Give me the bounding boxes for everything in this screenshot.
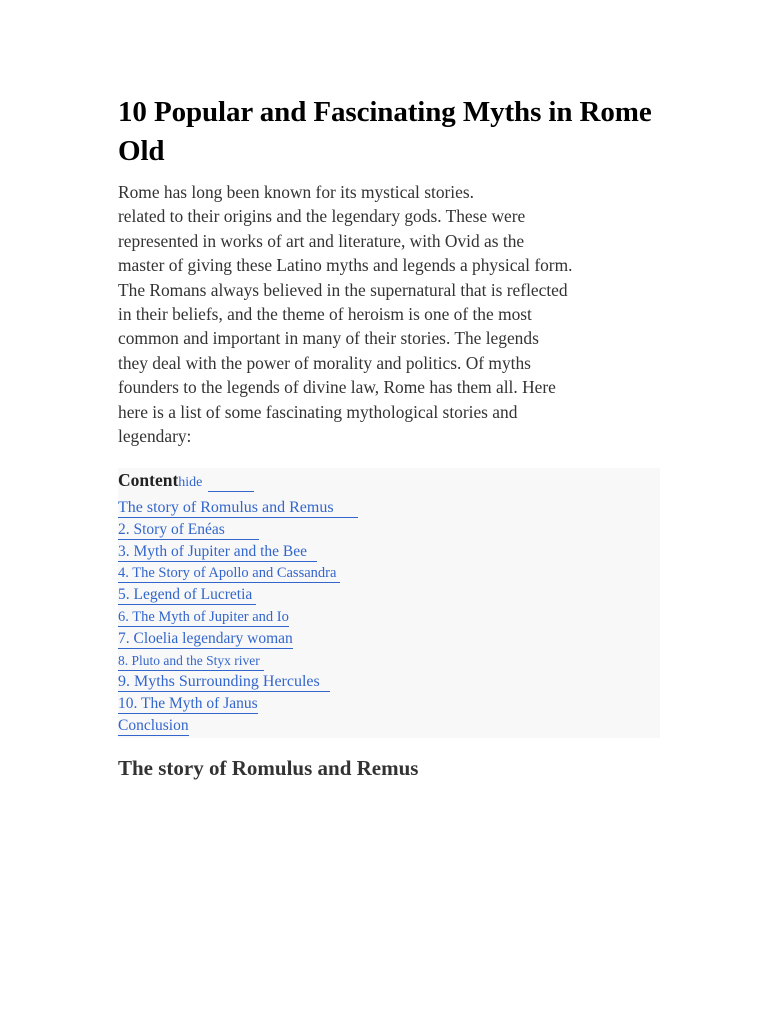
toc-item (118, 543, 358, 565)
toc-item (118, 673, 358, 695)
toc-item (118, 717, 358, 739)
intro-line: founders to the legends of divine law, Rome has them all. Here (118, 377, 556, 398)
toc-link-jupiter-bee[interactable]: 3. Myth of Jupiter and the Bee (118, 543, 317, 562)
intro-line: Rome has long been known for its mystical stories. (118, 182, 474, 202)
intro-line: common and important in many of their stories. The legends (118, 328, 539, 349)
table-of-contents (118, 468, 660, 738)
toc-title: Content (118, 470, 179, 490)
toc-link-jupiter-io[interactable]: 6. The Myth of Jupiter and Io (118, 608, 289, 625)
intro-line: represented in works of art and literature, with Ovid as the (118, 230, 525, 251)
toc-item (118, 608, 358, 630)
toc-link-eneas[interactable]: 2. Story of Enéas (118, 521, 259, 540)
toc-item (118, 695, 358, 717)
toc-link-pluto-styx[interactable]: 8. Pluto and the Styx river (118, 652, 264, 671)
toc-item (118, 652, 358, 674)
toc-item (118, 586, 358, 608)
intro-line: here is a list of some fascinating mythological stories and (118, 401, 518, 422)
section-heading: The story of Romulus and Remus (118, 756, 419, 780)
toc-link-janus[interactable]: 10. The Myth of Janus (118, 695, 258, 713)
toc-link-apollo-cassandra[interactable]: 4. The Story of Apollo and Cassandra (118, 564, 340, 583)
toc-item (118, 630, 358, 652)
intro-paragraph (118, 180, 618, 448)
article (118, 93, 688, 448)
toc-hide-underline (208, 491, 254, 492)
intro-line: they deal with the power of morality and politics. Of myths (118, 352, 531, 373)
toc-link-conclusion[interactable]: Conclusion (118, 716, 189, 734)
toc-item (118, 499, 358, 521)
toc-header (118, 470, 254, 492)
toc-link-hercules[interactable]: 9. Myths Surrounding Hercules (118, 673, 330, 692)
toc-item (118, 521, 358, 543)
intro-line: in their beliefs, and the theme of heroism is one of the most (118, 304, 532, 325)
intro-line: The Romans always believed in the supernatural that is reflected (118, 279, 568, 300)
toc-hide-link[interactable]: hide (178, 475, 203, 490)
toc-link-lucretia[interactable]: 5. Legend of Lucretia (118, 586, 256, 605)
toc-item (118, 564, 358, 586)
toc-link-cloelia[interactable]: 7. Cloelia legendary woman (118, 629, 293, 647)
intro-line: related to their origins and the legendary gods. These were (118, 206, 526, 227)
toc-link-romulus-remus[interactable]: The story of Romulus and Remus (118, 499, 358, 518)
article-title: 10 Popular and Fascinating Myths in Rome Old (118, 96, 652, 167)
toc-list (118, 499, 358, 739)
intro-line: legendary: (118, 426, 192, 447)
intro-line: master of giving these Latino myths and legends a physical form. (118, 255, 573, 276)
